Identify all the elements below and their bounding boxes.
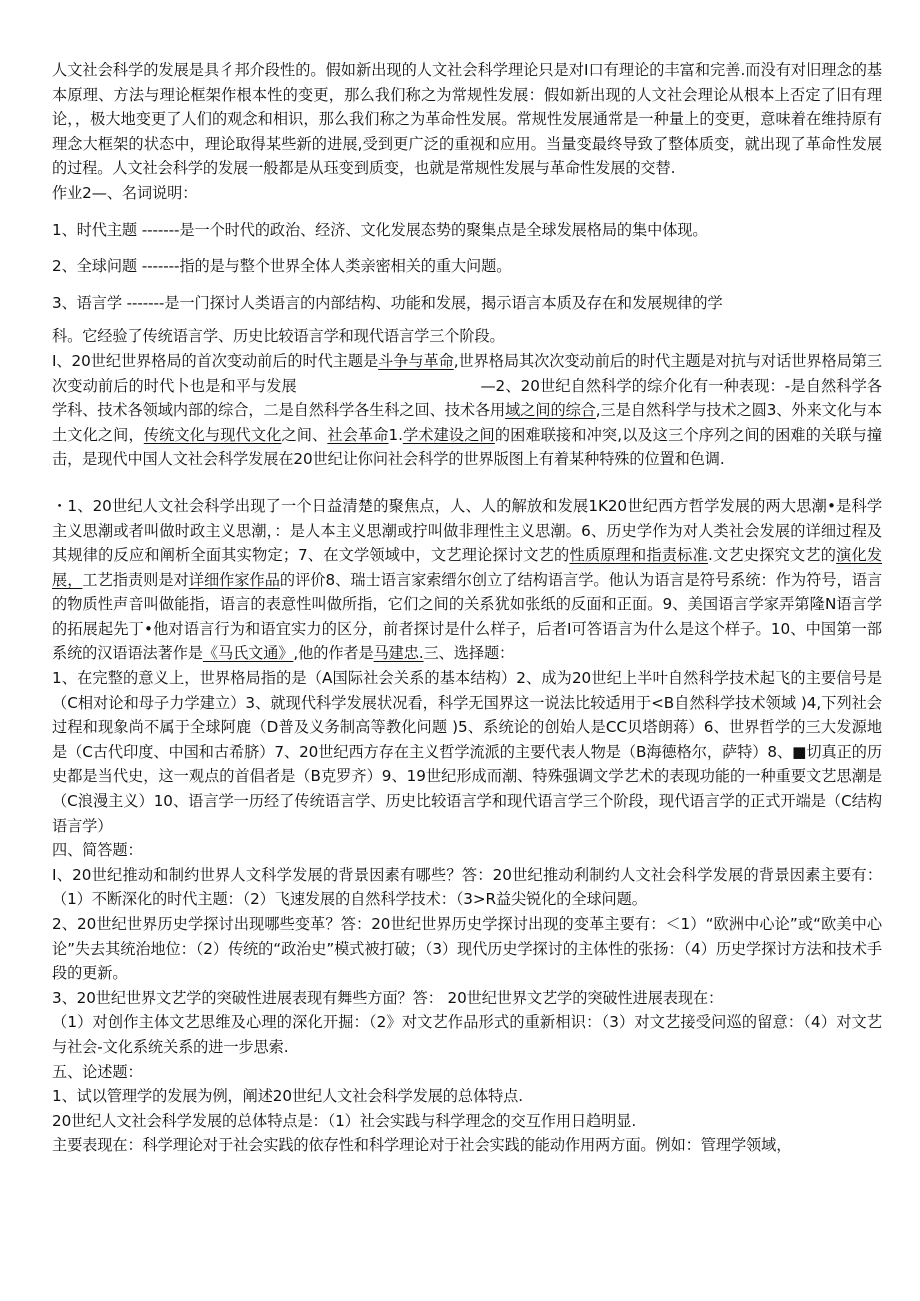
essay-heading: 五、论述题： [52,1062,143,1081]
underlined-answer: 社会革命 [327,425,389,444]
underlined-answer: 传统文化与现代文化 [143,425,282,444]
underlined-answer: 《马氏文通》 [202,644,294,663]
short-answer-2: 2、20世纪世界历史学探讨出现哪些变革？答：20世纪世界历史学探讨出现的变革主要有：＜1）“欧洲中心论”或“欧美中心论”失去其统治地位：（2）传统的“政治史”模式被打破；（3）现代历史学探讨的主体性的张扬：（4）历史学探讨方法和技术手段的更新。 [52,915,882,983]
term-definition-2: 2、全球问题 -------指的是与整个世界全体人类亲密相关的重大问题。 [52,257,512,276]
choice-questions: 1、在完整的意义上，世界格局指的是（A国际社会关系的基本结构）2、成为20世纪上半叶自然科学技术起飞的主要信号是（C相对论和母子力学建立）3、就现代科学发展状况看，科学无国界这一说法比较适用于<B自然科学技术领域 )4,下列社会过程和现象尚不属于全球阿鹿（D普及义务制高等教化问题 )5、系统论的创始人是CC贝塔朗蒋）6、世界哲学的三大发源地是（C古代印度、中国和古希脐）7、20世纪西方存在主义哲学流派的主要代表人物是（B海德格尔，萨特）8、■切真正的历史都是当代史，这一观点的首倡者是（B克罗齐）9、19世纪形成而潮、特殊强调文学艺术的表现功能的一种重要文艺思潮是（C浪漫主义）10、语言学一历经了传统语言学、历史比较语言学和现代语言学三个阶段，现代语言学的正式开端是（C结构语言学） [52,669,882,835]
short-answer-heading: 四、简答题： [52,841,143,860]
underlined-answer: 演化发展， [52,546,882,589]
underlined-answer: 学术建设之间 [402,425,495,444]
short-answer-3-continued: （1）对创作主体文艺思维及心理的深化开掘：（2》对文艺作品形式的重新相识：（3）对文艺接受问巡的留意：（4）对文艺与社会-文化系统关系的进一步思索. [52,1013,882,1056]
underlined-answer: 斗争与革命 [378,351,454,370]
short-answer-1: I、20世纪推动和制约世界人文科学发展的背景因素有哪些？答：20世纪推动利制约人文社会科学发展的背景因素主要有：（1）不断深化的时代主题：（2）飞速发展的自然科学技术：（3>R益尖锐化的全球问题。 [52,865,882,909]
fill-in-section-1: I、20世纪世界格局的首次变动前后的时代主题是斗争与革命,世界格局其次次变动前后的时代主题是对抗与对话世界格局第三次变动前后的时代卜也是和平与发展 —2、20世纪自然科学的综介化有一种表现：-是自然科学各学科、技术各领域内部的综合，二是自然科学各生科之回、技术各用域之间的综合,三是自然科学与技术之圆3、外来文化与本土文化之间，传统文化与现代文化之间、社会革命1.学术建设之间的困难联接和冲突,以及这三个序列之间的困难的关联与撞击，是现代中国人文社会科学发展在20世纪让你问社会科学的世界版图上有着某种特殊的位置和色调. [52,351,882,469]
homework-2-heading: 作业2—、名词说明： [52,183,198,202]
short-answer-3: 3、20世纪世界文艺学的突破性进展表现有舞些方面？答： 20世纪世界文艺学的突破性进展表现在： [52,988,724,1007]
intro-paragraph: 人文社会科学的发展是具彳邦介段性的。假如新出现的人文社会科学理论只是对Ⅰ口有理论的丰富和完善.而没有对旧理念的基本原理、方法与理论框架作根本性的变更，那么我们称之为常规性发展：假如新出现的人文社会理论从根本上否定了旧有理论，，极大地变更了人们的观念和相识，那么我们称之为革命性发展。常规性发展通常是一种量上的变更，意味着在维持原有理念大框架的状态中，理论取得某些新的进展,受到更广泛的重视和应用。当量变最终导致了整体质变，就出现了革命性发展的过程。人文社会科学的发展一般都是从珏变到质变，也就是常规性发展与革命性发展的交替. [52,61,882,178]
document-page [52,58,882,1158]
essay-answer-point-1: 20世纪人文社会科学发展的总体特点是：（1）社会实践与科学理念的交互作用日趋明显. [52,1111,637,1130]
term-definition-3-continued: 科。它经验了传统语言学、历史比较语言学和现代语言学三个阶段。 [52,327,505,346]
underlined-answer: 马建忠. [373,644,424,663]
underlined-answer: 性质原理和指责标准 [569,546,708,565]
essay-answer-detail: 主要表现在：科学理论对于社会实践的依存性和科学理论对于社会实践的能动作用两方面。例如：管理学领域， [52,1136,792,1155]
essay-question-1: 1、试以管理学的发展为例，阐述20世纪人文社会科学发展的总体特点. [52,1087,523,1106]
underlined-answer: 域之间的综合 [505,401,596,420]
term-definition-3: 3、语言学 -------是一门探讨人类语言的内部结构、功能和发展，揭示语言本质及存在和发展规律的学 [52,293,723,312]
term-definition-1: 1、时代主题 -------是一个时代的政治、经济、文化发展态势的聚集点是全球发展格局的集中体现。 [52,220,708,239]
fill-in-section-2: ・1、20世纪人文社会科学出现了一个日益清楚的聚焦点，人、人的解放和发展1K20世纪西方哲学发展的两大思潮•是科学主义思潮或者叫做时政主义思潮，：是人本主义思潮或拧叫做非理性主义思潮。6、历史学作为对人类社会发展的详细过程及其规律的反应和阐析全面其实物定；7、在文学领域中，文艺理论探讨文艺的性质原理和指责标准.文艺史探究文艺的演化发展，工艺指责则是对详细作家作品的评价8、瑞士语言家索缙尔创立了结构语言学。他认为语言是符号系统：作为符号，语言的物质性声音叫做能指，语言的表意性叫做所指，它们之间的关系犹如张纸的反面和正面。9、美国语言学家弄第隆N语言学的拓展起先丁•他对语言行为和语宜实力的区分，前者探讨是什么样子，后者Ⅰ可答语言为什么是这个样子。10、中国第一部系统的汉语语法著作是《马氏文通》,他的作者是马建忠.三、选择题： [52,496,882,663]
underlined-answer: 详细作家作品 [188,570,280,589]
